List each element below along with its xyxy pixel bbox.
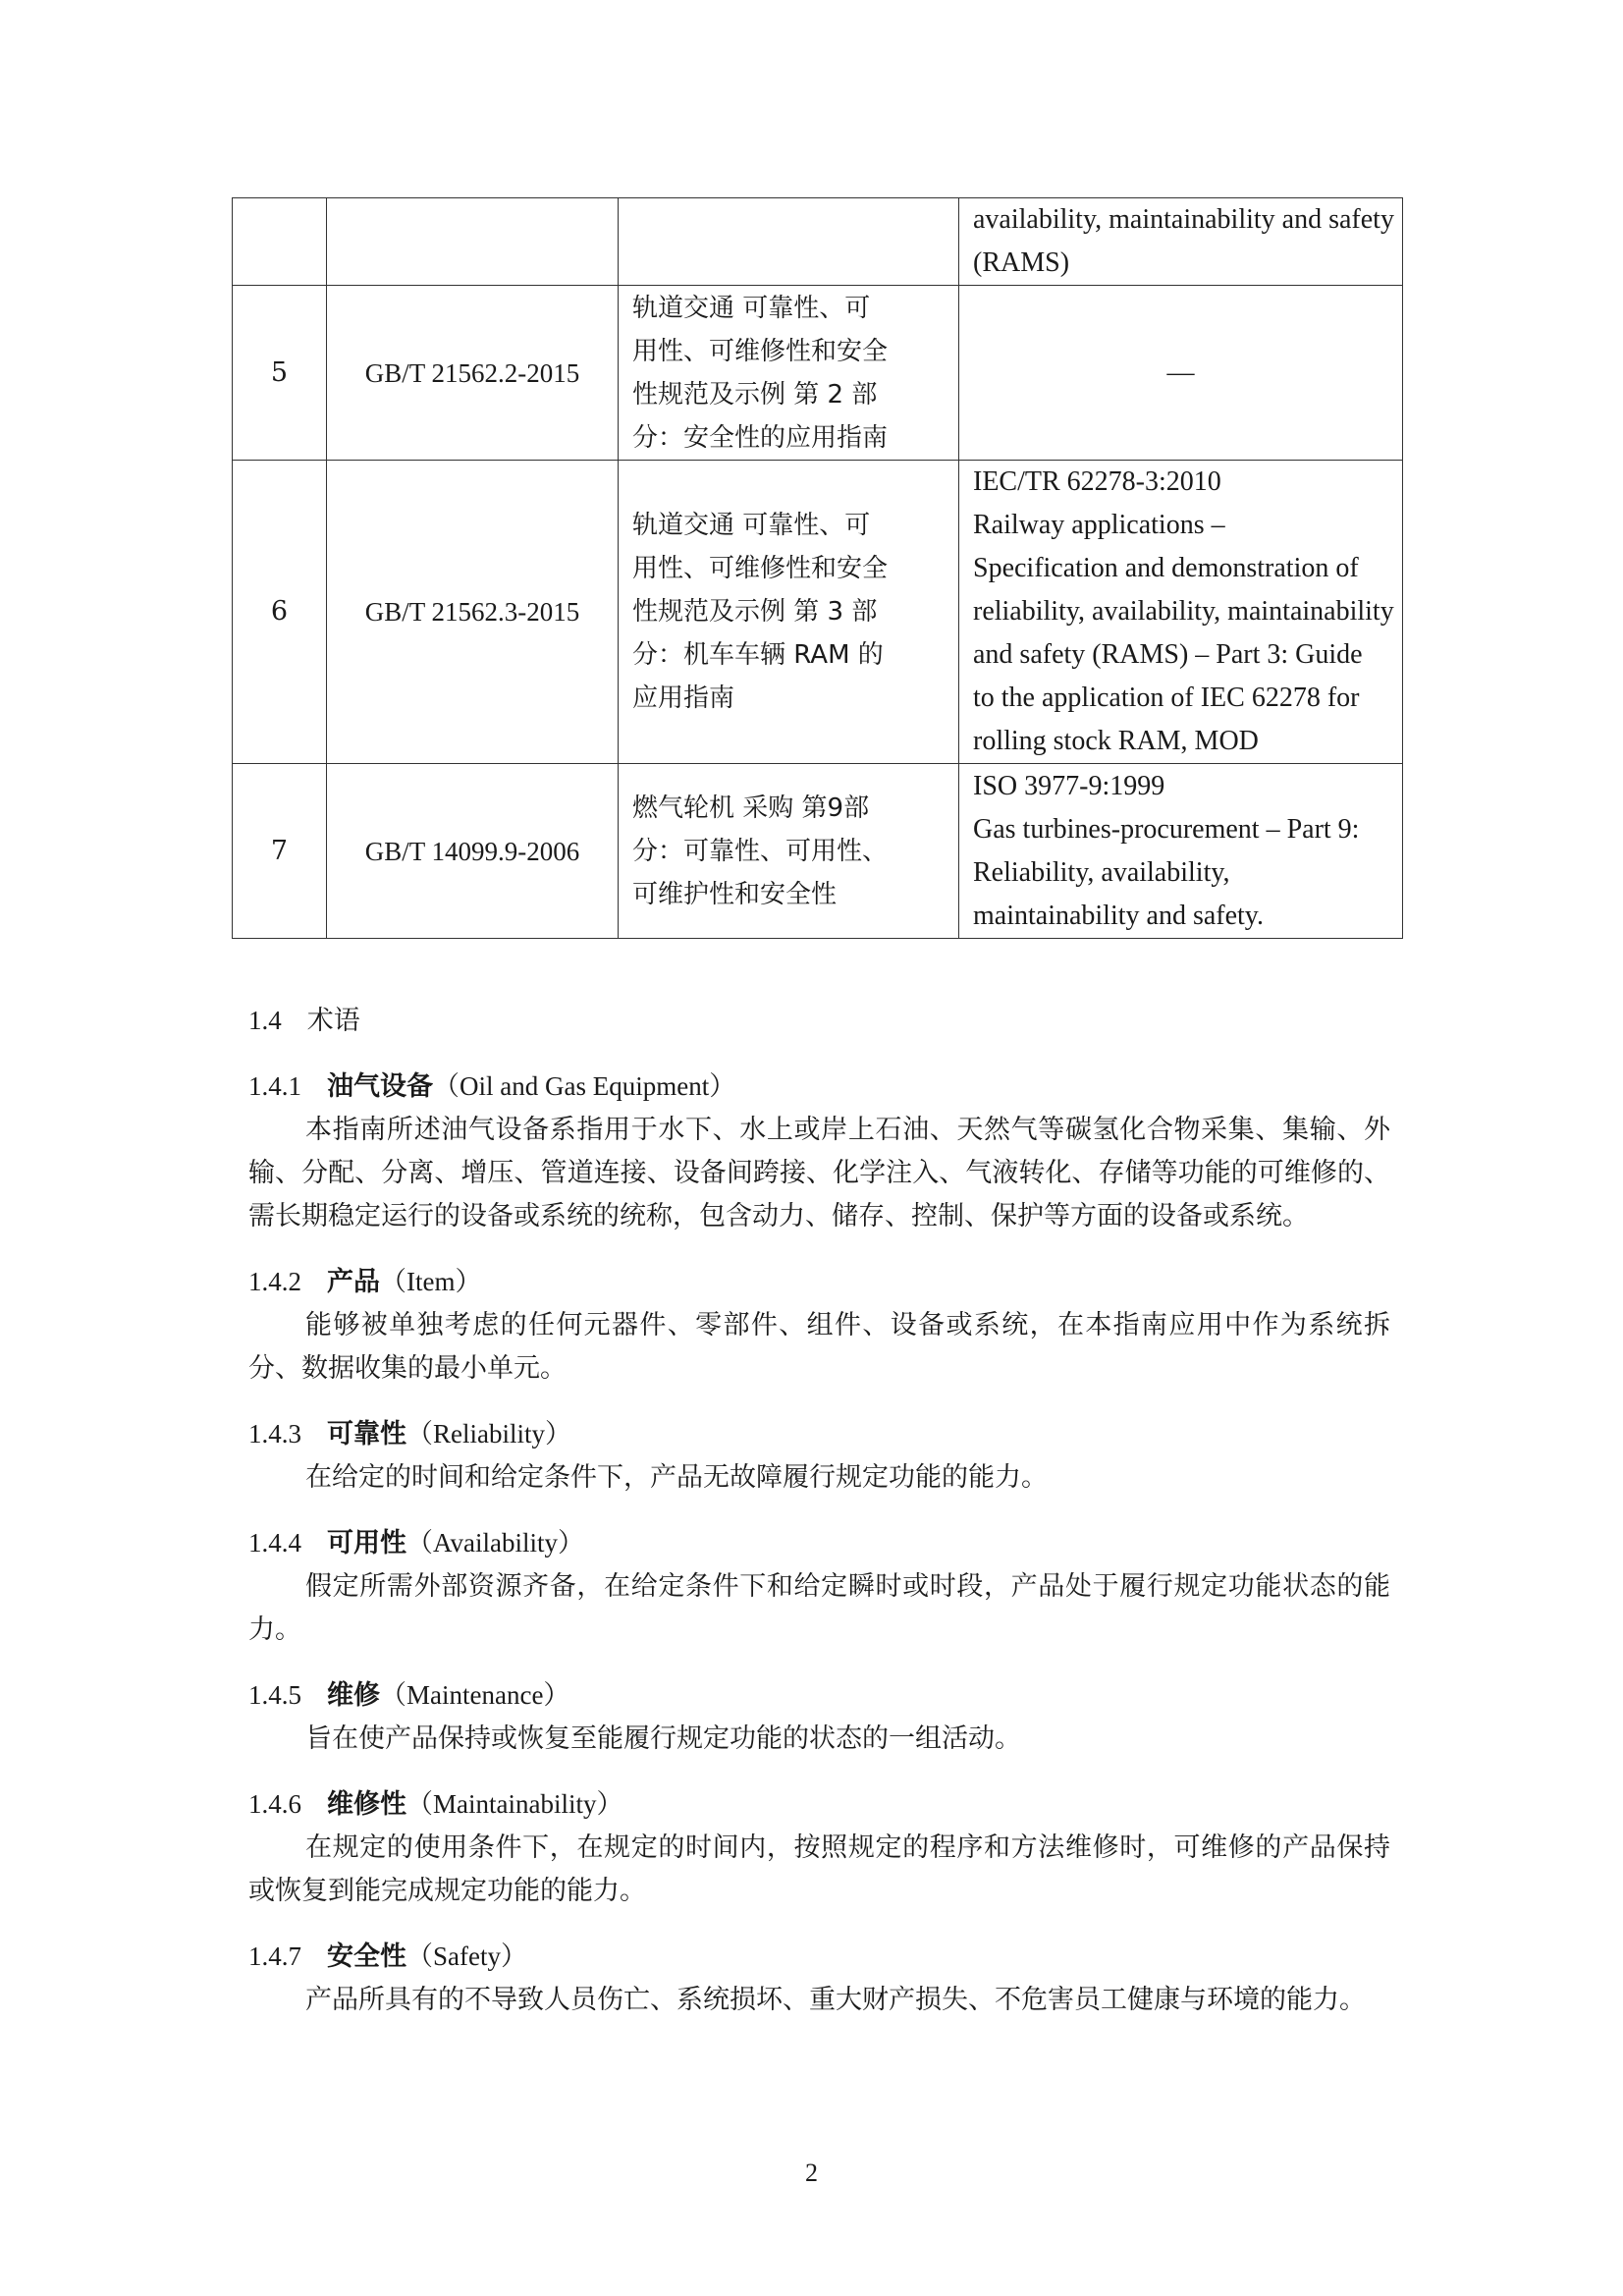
- standards-table: [232, 197, 1403, 939]
- standard-title-cn: 轨道交通 可靠性、可 用性、可维修性和安全 性规范及示例 第 2 部 分：安全性的应用指南: [619, 286, 959, 461]
- term-oil-gas-equipment: [248, 1065, 1390, 1238]
- standard-code: GB/T 21562.3-2015: [327, 461, 619, 764]
- terms-section: [248, 999, 1390, 2044]
- term-definition: 在规定的使用条件下，在规定的时间内，按照规定的程序和方法维修时，可维修的产品保持或恢复到能完成规定功能的能力。: [248, 1832, 1390, 1906]
- term-reliability: [248, 1412, 1390, 1500]
- row-number: [233, 198, 327, 286]
- term-heading: 1.4.1 油气设备（Oil and Gas Equipment）: [248, 1071, 736, 1102]
- standard-title-en: —: [959, 286, 1403, 461]
- standard-title-cn: 燃气轮机 采购 第9部 分：可靠性、可用性、 可维护性和安全性: [619, 764, 959, 939]
- term-definition: 能够被单独考虑的任何元器件、零部件、组件、设备或系统，在本指南应用中作为系统拆分、数据收集的最小单元。: [248, 1310, 1390, 1384]
- term-definition: 旨在使产品保持或恢复至能履行规定功能的状态的一组活动。: [305, 1723, 1021, 1754]
- section-heading: [248, 999, 1390, 1043]
- standard-code: GB/T 14099.9-2006: [327, 764, 619, 939]
- term-heading: 1.4.4 可用性（Availability）: [248, 1528, 584, 1558]
- term-heading: 1.4.7 安全性（Safety）: [248, 1941, 527, 1972]
- term-heading: 1.4.3 可靠性（Reliability）: [248, 1419, 571, 1449]
- term-heading: 1.4.6 维修性（Maintainability）: [248, 1789, 623, 1820]
- table-row: [233, 286, 1403, 461]
- standard-title-en: ISO 3977-9:1999 Gas turbines-procurement – Part 9: Reliability, availability, maintainability and safety.: [959, 764, 1403, 939]
- row-number: 7: [233, 764, 327, 939]
- term-maintainability: [248, 1782, 1390, 1913]
- standard-title-cn: [619, 198, 959, 286]
- row-number: 5: [233, 286, 327, 461]
- term-definition: 本指南所述油气设备系指用于水下、水上或岸上石油、天然气等碳氢化合物采集、集输、外输、分配、分离、增压、管道连接、设备间跨接、化学注入、气液转化、存储等功能的可维修的、需长期稳定运行的设备或系统的统称，包含动力、储存、控制、保护等方面的设备或系统。: [248, 1115, 1390, 1231]
- page-number: 2: [805, 2159, 818, 2187]
- term-heading: 1.4.5 维修（Maintenance）: [248, 1680, 570, 1711]
- standard-title-en: IEC/TR 62278-3:2010 Railway applications – Specification and demonstration of reliability, availability, maintainability and safety (RAMS) – Part 3: Guide to the application of IEC 62278 for rolling stock RAM, MOD: [959, 461, 1403, 764]
- standard-code: GB/T 21562.2-2015: [327, 286, 619, 461]
- term-definition: 产品所具有的不导致人员伤亡、系统损坏、重大财产损失、不危害员工健康与环境的能力。: [305, 1985, 1366, 2015]
- section-number: 1.4: [248, 1006, 282, 1035]
- standard-title-en: availability, maintainability and safety (RAMS): [959, 198, 1403, 286]
- term-availability: [248, 1521, 1390, 1652]
- row-number: 6: [233, 461, 327, 764]
- table-row: [233, 764, 1403, 939]
- term-definition: 假定所需外部资源齐备，在给定条件下和给定瞬时或时段，产品处于履行规定功能状态的能力。: [248, 1571, 1390, 1645]
- table-row: [233, 461, 1403, 764]
- table-row: [233, 198, 1403, 286]
- standard-title-cn: 轨道交通 可靠性、可 用性、可维修性和安全 性规范及示例 第 3 部 分：机车车辆 RAM 的 应用指南: [619, 461, 959, 764]
- term-heading: 1.4.2 产品（Item）: [248, 1267, 482, 1297]
- term-definition: 在给定的时间和给定条件下，产品无故障履行规定功能的能力。: [305, 1462, 1048, 1493]
- term-item: [248, 1260, 1390, 1391]
- term-maintenance: [248, 1673, 1390, 1761]
- standard-code: [327, 198, 619, 286]
- section-title: 术语: [306, 1006, 360, 1036]
- term-safety: [248, 1935, 1390, 2022]
